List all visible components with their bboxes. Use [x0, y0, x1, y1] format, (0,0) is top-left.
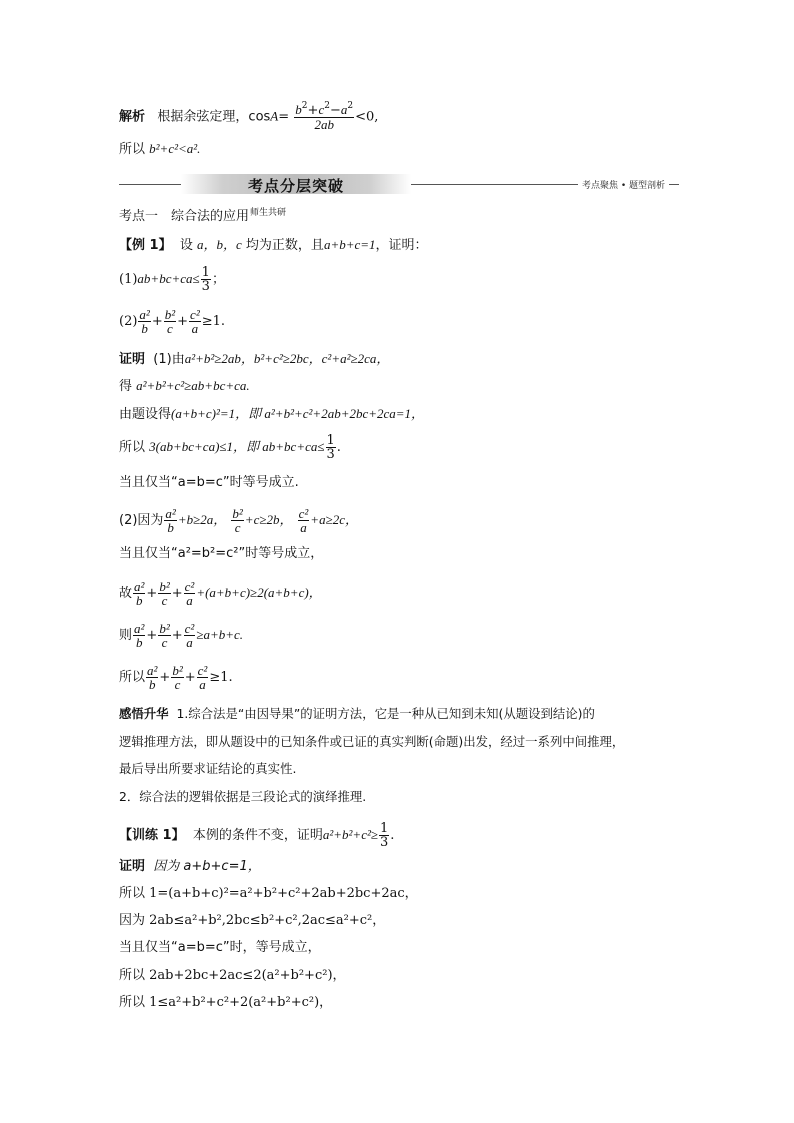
prefix: 得 [119, 379, 133, 394]
example-vars: a，b，c [197, 237, 242, 252]
num: a² [147, 663, 158, 678]
tail: . [336, 440, 341, 455]
den: c [158, 593, 170, 607]
proof-line-3 [119, 405, 424, 424]
frac-a2-b [164, 507, 176, 534]
plus: + [171, 586, 183, 601]
prefix: 则 [119, 628, 133, 643]
proof2-line-5: 所以 2ab+2bc+2ac≤2(a²+b²+c²)， [119, 968, 346, 983]
den: 3 [326, 447, 335, 462]
q1-fraction [201, 266, 211, 293]
num: c² [184, 579, 195, 594]
num-c: c [318, 102, 325, 117]
frac-a2-b [138, 308, 150, 335]
num-a: a [340, 102, 348, 117]
frac-b2-c [171, 664, 183, 691]
point-title [119, 208, 286, 226]
proof2-line-4: 当且仅当“a=b=c”时，等号成立， [119, 940, 321, 955]
example-text-end: ，证明： [375, 238, 428, 253]
prefix: 由题设得 [119, 407, 172, 422]
frac-c2-a [189, 308, 201, 335]
proof-text: (a+b+c)²=1，即 a²+b²+c²+2ab+2bc+2ca=1， [171, 406, 425, 421]
analysis-text: 根据余弦定理，cos [157, 109, 271, 125]
q2-prefix: (2) [119, 314, 138, 329]
insight-line-1 [119, 705, 595, 723]
proof2-line-2: 所以 1=(a+b+c)²=a²+b²+c²+2ab+2bc+2ac， [119, 886, 418, 901]
den: c [231, 520, 243, 534]
insight-line-2: 逻辑推理方法，即从题设中的已知条件或已证的真实判断(命题)出发，经过一系列中间推理， [119, 734, 625, 749]
plus: + [177, 314, 189, 329]
question-1 [119, 266, 225, 293]
frac-c2-a [197, 664, 209, 691]
ineq-1: +b≥2a， [177, 512, 227, 527]
train-line [119, 822, 394, 849]
prefix: (1)由 [153, 352, 185, 367]
plus: + [146, 586, 158, 601]
frac-c2-a [298, 507, 310, 534]
proof-line-6 [119, 507, 358, 534]
num: a² [134, 579, 145, 594]
ineq-3: +a≥2c， [310, 512, 358, 527]
analysis-label: 解析 [119, 109, 146, 125]
prefix: 所以 [119, 670, 146, 685]
num: b² [172, 663, 183, 678]
den: a [184, 593, 196, 607]
den: c [164, 321, 176, 335]
frac-c2-a [184, 622, 196, 649]
den: 3 [380, 835, 389, 850]
prefix: 所以 [119, 142, 146, 157]
frac-a2-b [133, 622, 145, 649]
plus: + [171, 628, 183, 643]
q2-tail: ≥1. [201, 314, 226, 329]
proof2-text: 因为 a+b+c=1， [153, 859, 261, 874]
q1-expr: ab+bc+ca≤ [137, 271, 200, 286]
num: 1 [201, 265, 210, 280]
analysis-tail: <0, [355, 109, 379, 125]
den: c [171, 677, 183, 691]
exp: 2 [324, 101, 330, 111]
num: b² [232, 506, 243, 521]
point-title-text: 考点一 综合法的应用 [119, 209, 250, 224]
analysis-line2 [119, 140, 200, 159]
den: a [197, 677, 209, 691]
den: a [184, 635, 196, 649]
exp: 2 [347, 101, 354, 111]
q1-prefix: (1) [119, 272, 138, 287]
prefix: 故 [119, 586, 133, 601]
num: c² [184, 621, 195, 636]
insight-line-4: 2．综合法的逻辑依据是三段论式的演绎推理. [119, 789, 367, 804]
frac-b2-c [158, 580, 170, 607]
q1-tail: ； [211, 272, 225, 287]
inequality: b²+c²<a². [149, 141, 201, 156]
proof2-label: 证明 [119, 859, 146, 874]
den: a [189, 321, 201, 335]
fraction-1-3 [326, 434, 336, 461]
den: b [146, 677, 158, 691]
num: b² [164, 307, 176, 322]
example-label: 【例 1】 [119, 238, 172, 253]
proof-line-7: 当且仅当“a²=b²=c²”时等号成立， [119, 546, 324, 561]
frac-b2-c [164, 308, 176, 335]
example-cond: a+b+c=1 [323, 237, 376, 252]
insight-label: 感悟升华 [119, 706, 169, 721]
banner-subtitle: 考点聚焦 • 题型剖析 [578, 178, 669, 191]
den: 3 [201, 279, 210, 294]
eq-sign: = [278, 109, 290, 125]
example-line [119, 236, 428, 255]
proof-line-9 [119, 622, 243, 649]
proof-line-2 [119, 377, 250, 396]
question-2 [119, 308, 225, 335]
cosine-fraction [294, 103, 354, 131]
insight-line-3: 最后导出所要求证结论的真实性. [119, 761, 297, 776]
den: c [158, 635, 170, 649]
den: b [133, 593, 145, 607]
den: b [138, 321, 150, 335]
example-text: 设 [179, 238, 193, 253]
proof2-line-1 [119, 858, 261, 876]
den: b [164, 520, 176, 534]
proof-text: a²+b²+c²≥ab+bc+ca. [136, 378, 250, 393]
num: c² [190, 307, 200, 322]
point-badge: 师生共研 [250, 208, 287, 218]
num-b: b [295, 102, 302, 117]
insight-text: 1.综合法是“由因导果”的证明方法，它是一种从已知到未知(从题设到结论)的 [176, 706, 595, 721]
example-text-mid: 均为正数，且 [245, 238, 324, 253]
fraction-1-3 [379, 822, 389, 849]
train-text: 本例的条件不变，证明 [192, 828, 323, 843]
num: 1 [326, 433, 335, 448]
frac-a2-b [133, 580, 145, 607]
train-label: 【训练 1】 [119, 828, 185, 843]
banner-tag [181, 174, 411, 194]
fraction-den: 2ab [294, 117, 354, 131]
banner-title: 考点分层突破 [247, 177, 344, 195]
num: b² [159, 621, 170, 636]
plus: + [146, 628, 158, 643]
plus: + [184, 670, 196, 685]
den: b [133, 635, 145, 649]
proof-line-5: 当且仅当“a=b=c”时等号成立. [119, 475, 299, 490]
plus: + [151, 314, 163, 329]
proof-line-4 [119, 434, 341, 461]
num: a² [134, 621, 145, 636]
proof2-line-6: 所以 1≤a²+b²+c²+2(a²+b²+c²)， [119, 995, 333, 1010]
prefix: 所以 [119, 440, 146, 455]
prefix: (2)因为 [119, 513, 164, 528]
proof-line-10 [119, 664, 233, 691]
num: b² [159, 579, 170, 594]
proof-label: 证明 [119, 352, 146, 367]
proof2-line-3: 因为 2ab≤a²+b²,2bc≤b²+c²,2ac≤a²+c²， [119, 913, 386, 928]
tail: ≥a+b+c. [196, 627, 244, 642]
frac-c2-a [184, 580, 196, 607]
proof-text: 3(ab+bc+ca)≤1，即 ab+bc+ca≤ [149, 439, 325, 454]
op: + [307, 103, 319, 118]
proof-line-8 [119, 580, 322, 607]
tail: . [390, 828, 395, 843]
exp: 2 [301, 101, 308, 111]
train-expr: a²+b²+c²≥ [322, 827, 379, 842]
proof-text: a²+b²≥2ab，b²+c²≥2bc，c²+a²≥2ca， [184, 351, 390, 366]
plus: + [159, 670, 171, 685]
section-banner [119, 174, 679, 194]
num: c² [197, 663, 208, 678]
analysis-line [119, 103, 378, 131]
num: a² [139, 307, 150, 322]
tail: ≥1. [209, 670, 233, 685]
frac-b2-c [231, 507, 243, 534]
num: a² [165, 506, 176, 521]
den: a [298, 520, 310, 534]
num: c² [298, 506, 309, 521]
proof-line-1 [119, 350, 389, 369]
frac-a2-b [146, 664, 158, 691]
num: 1 [380, 821, 389, 836]
ineq-2: +c≥2b， [244, 512, 293, 527]
frac-b2-c [158, 622, 170, 649]
op: − [329, 103, 341, 118]
var-A: A [270, 108, 279, 124]
tail: +(a+b+c)≥2(a+b+c)， [196, 585, 322, 600]
